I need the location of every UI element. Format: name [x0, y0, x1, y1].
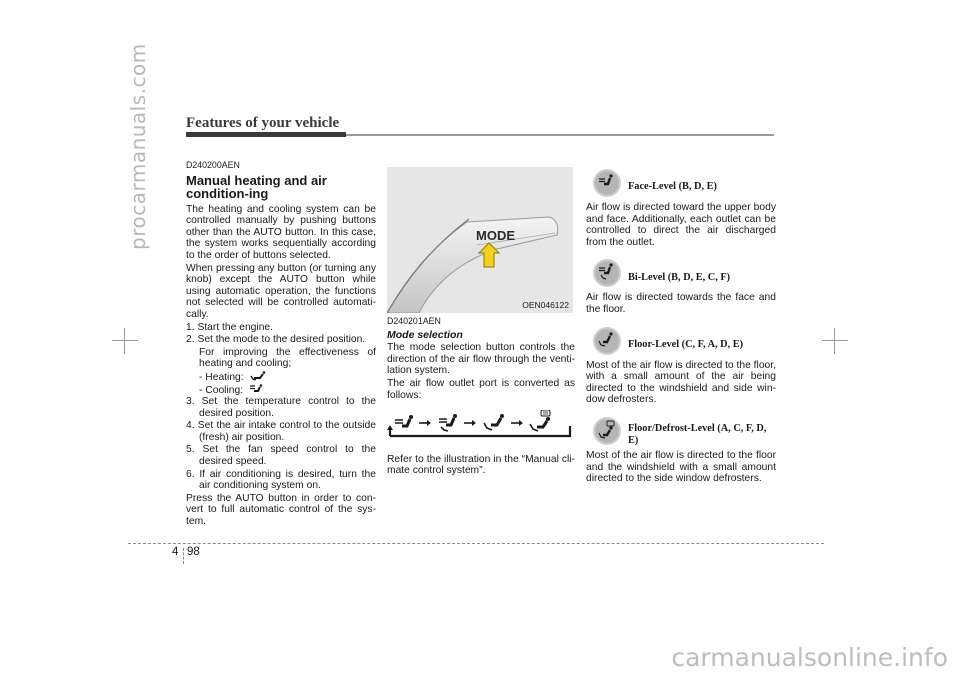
step-5: 5. Set the fan speed control to the desired speed.	[186, 444, 376, 468]
mode-text-3: Refer to the illustration in the “Manual cli-mate control system”.	[387, 453, 575, 477]
footer-rule	[128, 543, 824, 544]
mode-title: Floor/Defrost-Level (A, C, F, D, E)	[628, 423, 767, 446]
section-code: D240200AEN	[186, 160, 240, 170]
pressing-paragraph: When pressing any button (or turning any knob) except the AUTO button while using automatic operation, the functions not selected will be controlled automati-cally.	[186, 262, 376, 320]
mode-text-1: The mode selection button controls the direction of the air flow through the venti-lation system.	[387, 342, 575, 377]
mode-face-level	[586, 166, 776, 248]
mode-description: Most of the air flow is directed to the floor and the windshield with a small amount directed to the side window defrosters.	[586, 449, 776, 485]
cooling-line	[186, 384, 376, 397]
footer-divider	[183, 548, 184, 564]
mode-text-2: The air flow outlet port is converted as follows:	[387, 377, 575, 401]
mode-floor-level	[586, 324, 776, 406]
mode-selection-heading: Mode selection	[387, 328, 463, 341]
heating-line	[186, 371, 376, 384]
header-rule	[346, 134, 774, 136]
bi-level-icon	[592, 258, 622, 288]
auto-note: Press the AUTO button in order to con-vert to full automatic control of the sys-tem.	[186, 492, 376, 528]
mode-button-label: MODE	[476, 228, 515, 243]
mode-sequence-diagram	[387, 410, 573, 440]
mode-bi-level	[586, 256, 776, 315]
step-3: 3. Set the temperature control to the desired position.	[186, 396, 376, 419]
crop-mark-right-v	[834, 328, 835, 354]
mode-description: Air flow is directed toward the upper body and face. Additionally, each outlet can be controlled to direct the air discharged from the outlet.	[586, 202, 776, 248]
column-mode-selection	[387, 316, 575, 478]
face-level-icon	[249, 384, 265, 394]
mode-description: Air flow is directed towards the face and the floor.	[586, 292, 776, 315]
face-level-icon	[592, 168, 622, 198]
crop-mark-left-h	[112, 340, 138, 341]
mode-floor-defrost-level	[586, 414, 776, 485]
mode-title: Floor-Level (C, F, A, D, E)	[628, 338, 744, 350]
header-bar	[186, 132, 346, 137]
floor-level-icon	[592, 326, 622, 356]
sequence-floor-defrost-icon	[530, 410, 550, 431]
step-6: 6. If air conditioning is desired, turn the air conditioning system on.	[186, 468, 376, 492]
mode-button-drawing	[387, 167, 573, 313]
watermark-carmanualsonline: carmanualsonline.info	[671, 643, 948, 672]
floor-defrost-level-icon	[592, 416, 622, 446]
step-4: 4. Set the air intake control to the outside (fresh) air position.	[186, 420, 376, 443]
mode-description: Most of the air flow is directed to the floor, with a small amount of the air being directed to the windshield and side win-dow defrosters.	[586, 359, 777, 406]
watermark-procarmanuals: procarmanuals.com	[126, 43, 150, 250]
crop-mark-right-h	[822, 340, 848, 341]
mode-title: Face-Level (B, D, E)	[628, 181, 717, 193]
page-header-title: Features of your vehicle	[186, 115, 340, 131]
footer-section-number: 4	[172, 546, 179, 558]
footer-page-number: 98	[187, 546, 200, 558]
column-mode-descriptions	[586, 166, 776, 493]
floor-level-icon	[250, 371, 266, 381]
intro-paragraph: The heating and cooling system can be controlled manually by pushing buttons other than the AUTO button. In this case, the system works sequentially according to the order of buttons selected.	[186, 203, 376, 261]
column-manual-heating	[186, 160, 376, 529]
step-1: 1. Start the engine.	[186, 321, 274, 333]
figure-code: OEN046122	[522, 300, 569, 310]
crop-mark-left-v	[124, 328, 125, 354]
step-2-note: For improving the effectiveness of heating and cooling;	[199, 346, 376, 370]
step-2: 2. Set the mode to the desired position.	[186, 334, 366, 346]
sequence-floor-icon	[484, 414, 504, 430]
mode-title: Bi-Level (B, D, E, C, F)	[628, 271, 731, 283]
section-heading: Manual heating and air condition-ing	[186, 172, 327, 201]
mode-button-illustration	[387, 167, 573, 313]
sequence-face-icon	[395, 415, 413, 426]
heating-label: - Heating:	[199, 371, 244, 383]
cooling-label: - Cooling:	[199, 384, 244, 396]
sequence-bi-level-icon	[439, 414, 457, 431]
mode-section-code: D240201AEN	[387, 316, 441, 326]
